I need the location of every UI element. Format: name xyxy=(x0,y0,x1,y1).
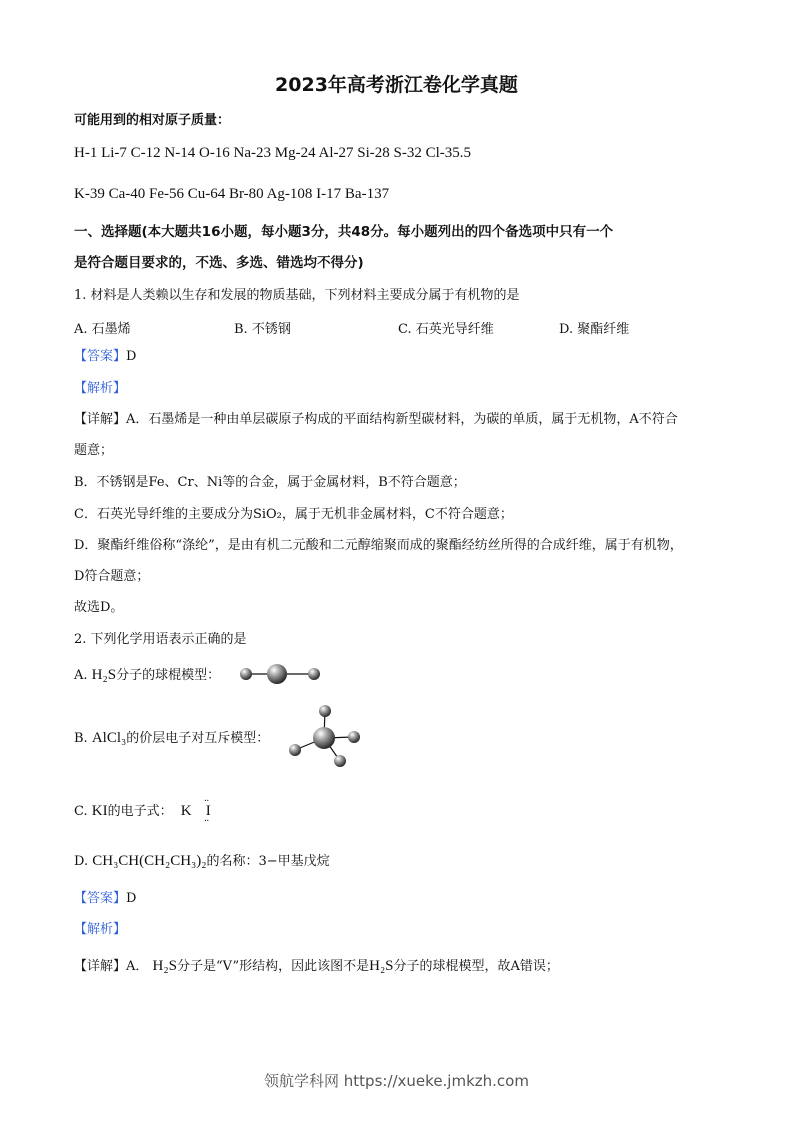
formula-alcl3: AlCl₃ xyxy=(91,730,127,746)
option-text: 的价层电子对互斥模型： xyxy=(126,731,270,746)
answer-value: D xyxy=(126,349,137,364)
q1-option-b: B. 不锈钢 xyxy=(234,322,291,337)
section-heading-1: 一、选择题(本大题共16小题，每小题3分，共48分。每小题列出的四个备选项中只有一个 xyxy=(74,224,614,240)
q2-option-b xyxy=(74,729,269,748)
q2-option-a xyxy=(74,666,220,685)
answer-tag: 【答案】 xyxy=(74,891,127,906)
q1-answer xyxy=(74,348,136,366)
answer-tag: 【答案】 xyxy=(74,349,127,364)
q2-option-d xyxy=(74,852,330,871)
masses-heading: 可能用到的相对原子质量： xyxy=(74,113,231,128)
q1-detail-line: 【详解】A．石墨烯是一种由单层碳原子构成的平面结构新型碳材料，为碳的单质，属于无机物，A不符合 xyxy=(74,412,678,427)
option-text: 分子的球棍模型： xyxy=(116,668,221,683)
lone-pair-dots: ·· xyxy=(203,796,209,807)
q1-option-a: A. 石墨烯 xyxy=(74,322,131,337)
formula-h2s: H₂S xyxy=(369,958,394,974)
lone-pair-dots: ·· xyxy=(203,816,209,827)
page-title: 2023年高考浙江卷化学真题 xyxy=(275,74,518,96)
h2s-ball-stick-model xyxy=(238,659,326,689)
option-label: D. xyxy=(74,854,89,869)
q1-detail-line: 故选D。 xyxy=(74,600,124,615)
formula-3-methylpentane: CH₃CH(CH₂CH₃)₂ xyxy=(92,853,207,869)
q1-detail-line: 题意； xyxy=(74,443,114,458)
q1-stem: 1. 材料是人类赖以生存和发展的物质基础，下列材料主要成分属于有机物的是 xyxy=(74,288,520,303)
formula-h2s: H₂S xyxy=(91,667,117,683)
q1-analysis-tag: 【解析】 xyxy=(74,381,127,396)
q2-analysis-tag: 【解析】 xyxy=(74,922,127,937)
q2-detail-line: 【详解】A． H₂S分子是“V”形结构，因此该图不是H₂S分子的球棍模型，故A错误； xyxy=(74,958,559,974)
electron-formula-k: K xyxy=(180,803,192,819)
formula-h2s: H₂S xyxy=(152,958,177,974)
q1-detail-line: D．聚酯纤维俗称“涤纶”，是由有机二元酸和二元醇缩聚而成的聚酯经纺丝所得的合成纤维，属于有机物， xyxy=(74,538,683,553)
masses-line-1: H-1 Li-7 C-12 N-14 O-16 Na-23 Mg-24 Al-27 Si-28 S-32 Cl-35.5 xyxy=(74,145,472,161)
answer-value: D xyxy=(126,891,137,906)
formula-ki: KI xyxy=(91,803,108,819)
q2-stem: 2. 下列化学用语表示正确的是 xyxy=(74,632,247,647)
q2-answer xyxy=(74,890,136,908)
option-label: A. xyxy=(74,668,88,683)
option-label: C. xyxy=(74,804,88,819)
option-text: 的电子式： xyxy=(107,804,173,819)
q1-option-d: D. 聚酯纤维 xyxy=(559,322,630,337)
q1-detail-line: B．不锈钢是Fe、Cr、Ni等的合金，属于金属材料，B不符合题意； xyxy=(74,475,466,490)
q1-detail-line: D符合题意； xyxy=(74,569,150,584)
alcl3-vsepr-model xyxy=(282,700,366,772)
q1-detail-line: C．石英光导纤维的主要成分为SiO₂，属于无机非金属材料，C不符合题意； xyxy=(74,507,513,522)
option-text: 的名称：3−甲基戊烷 xyxy=(206,854,330,869)
q1-option-c: C. 石英光导纤维 xyxy=(398,322,494,337)
footer-watermark: 领航学科网 https://xueke.jmkzh.com xyxy=(264,1072,529,1090)
electron-formula-i: I ·· ·· xyxy=(206,803,211,819)
option-label: B. xyxy=(74,731,88,746)
q2-option-c xyxy=(74,796,211,827)
section-heading-2: 是符合题目要求的，不选、多选、错选均不得分) xyxy=(74,255,364,271)
masses-line-2: K-39 Ca-40 Fe-56 Cu-64 Br-80 Ag-108 I-17 Ba-137 xyxy=(74,186,390,202)
